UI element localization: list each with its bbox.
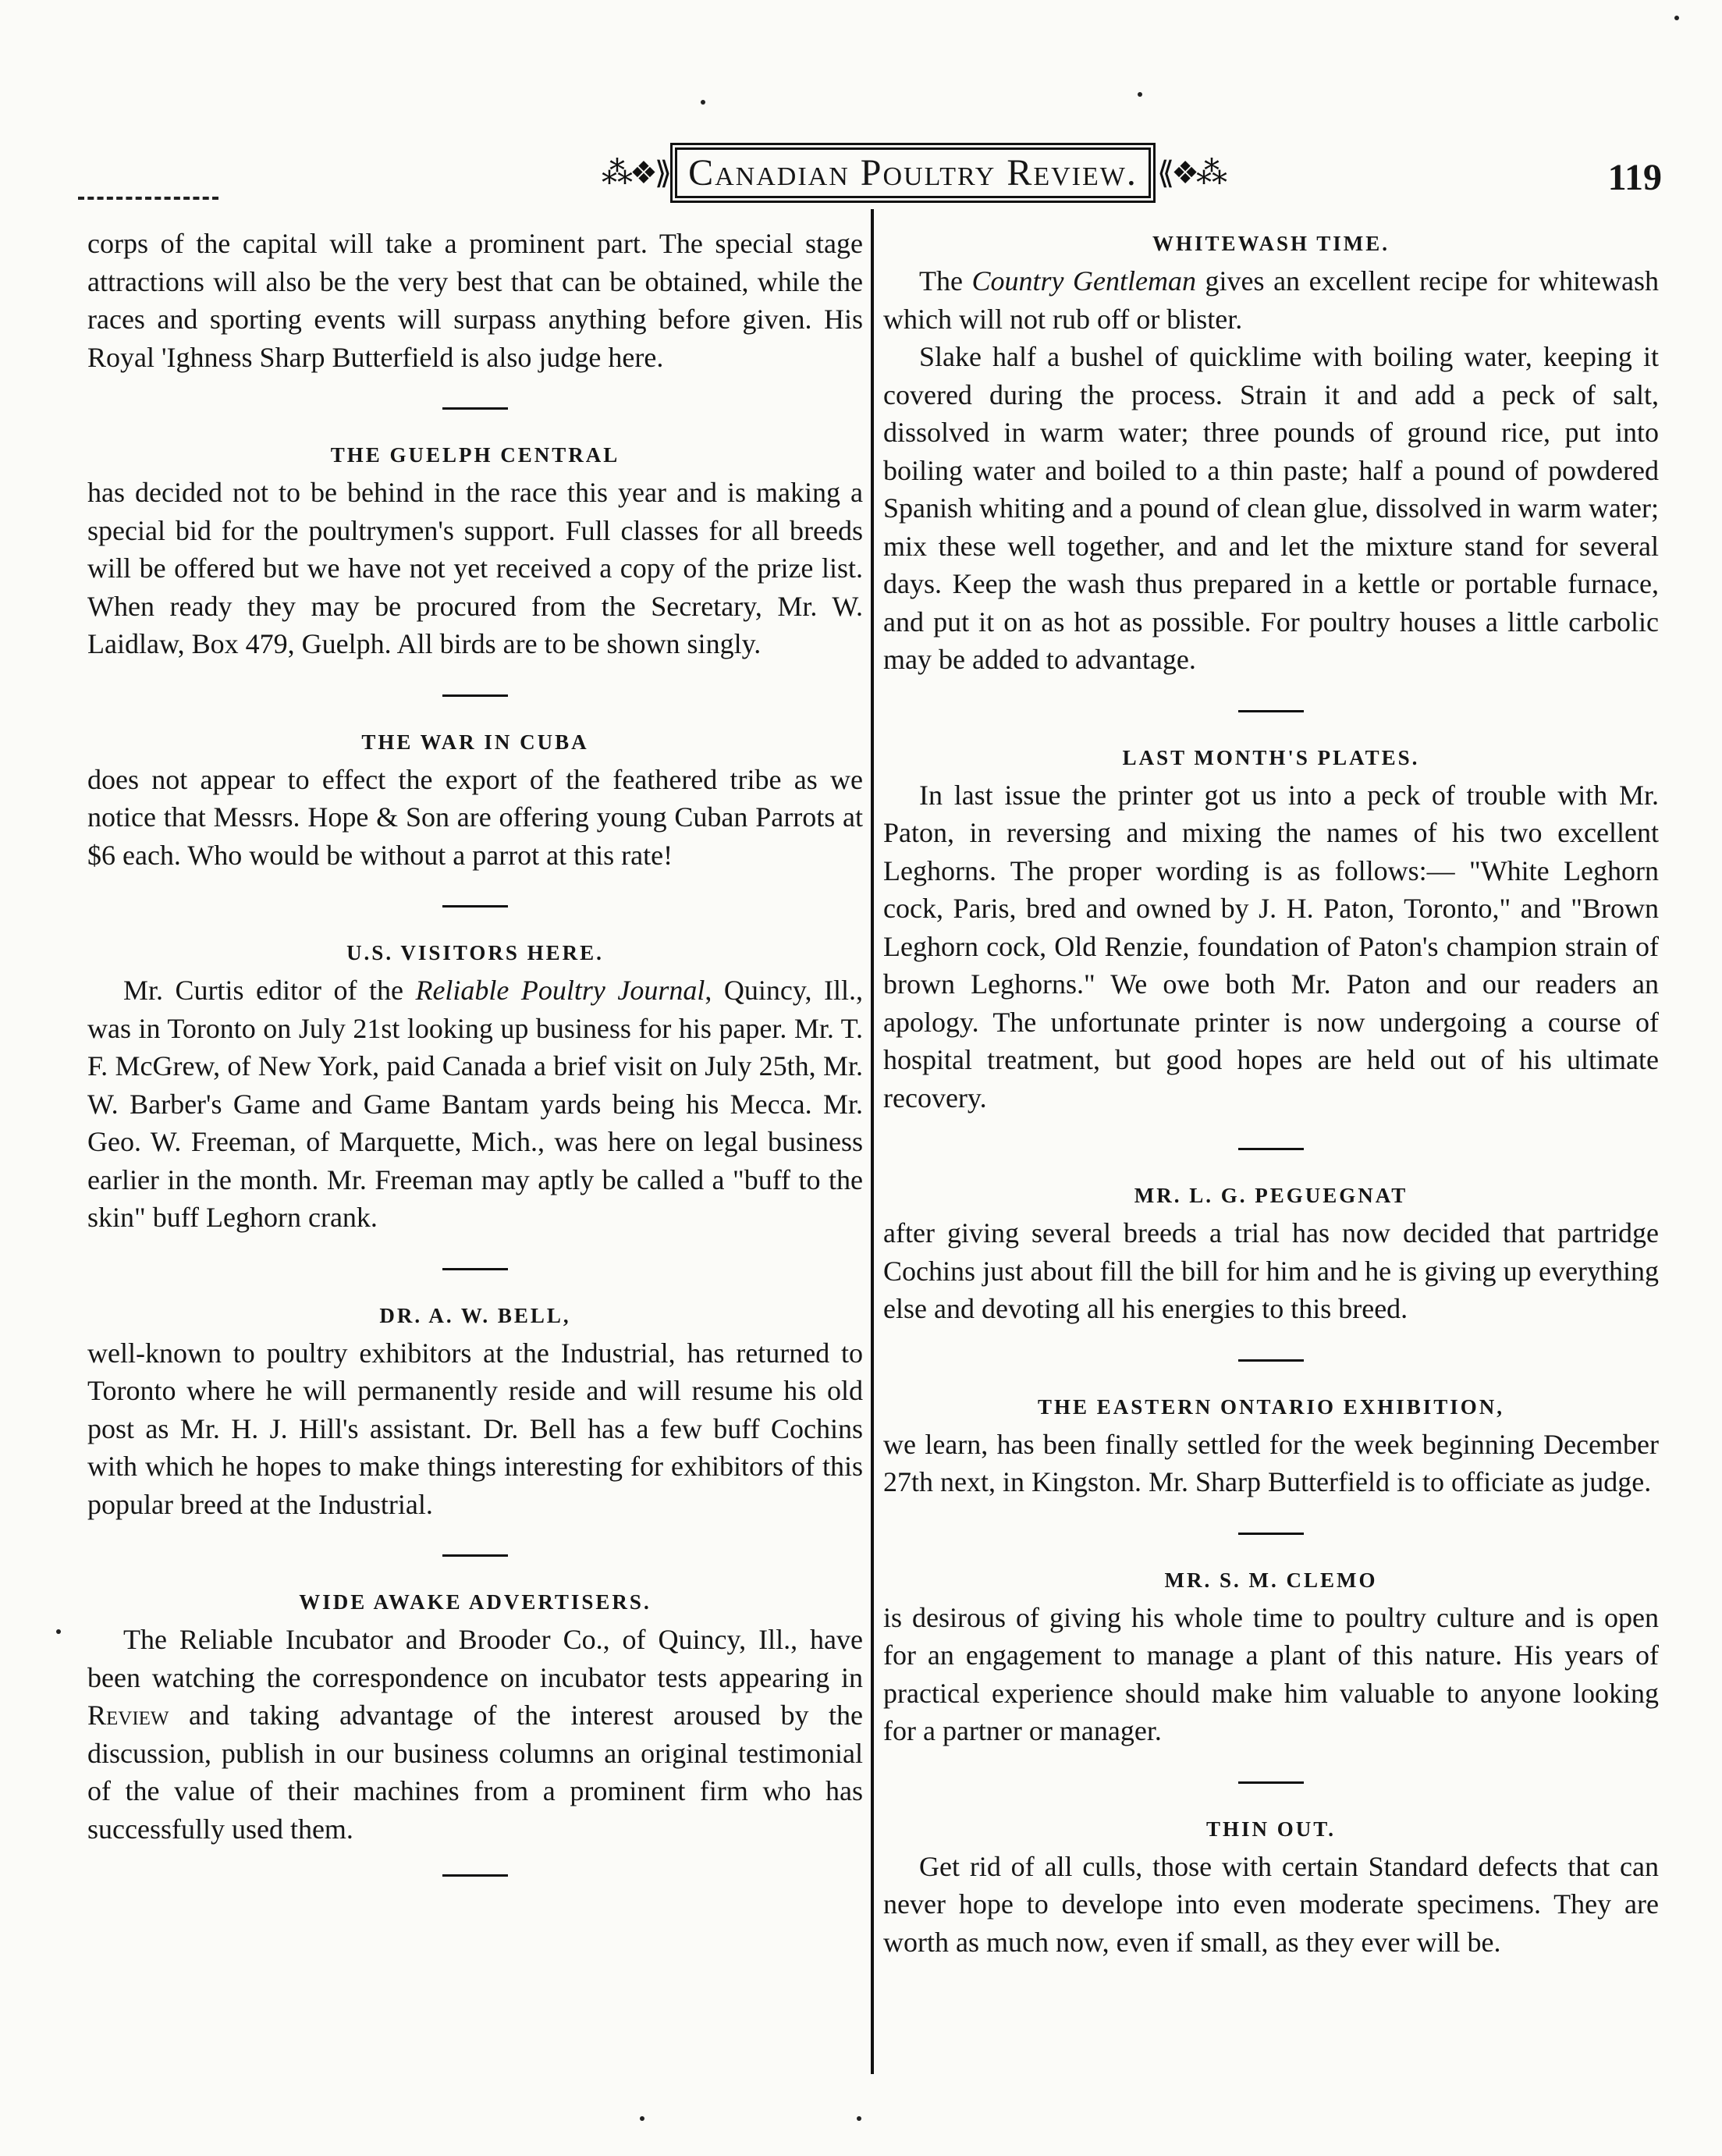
column-divider [871, 209, 874, 2074]
paragraph-plates: In last issue the printer got us into a peck of trouble with Mr. Paton, in reversing and mixing the names of his two excellent Leghorns. The proper wording is as follows:— "White Leghorn cock, Paris, bred and owned by J. H. Paton, Toronto," and "Brown Leghorn cock, Old Renzie, foundation of Paton's champion strain of brown Leghorns." We owe both Mr. Paton and our readers an apology. The unfortunate printer is now undergoing a course of hospital treatment, but good hopes are held out of his ultimate recovery. [883, 779, 1659, 1114]
paragraph-visitors [87, 971, 863, 1237]
masthead-title-banner [585, 145, 1241, 200]
paragraph-clemo: is desirous of giving his whole time to poultry culture and is open for an engagement to manage a plant of this nature. His years of practical experience should make him valuable to anyone looking for a partner or manager. [883, 1601, 1659, 1746]
paragraph-bell: well-known to poultry exhibitors at the Industrial, has returned to Toronto where he will permanently reside and will resume his old post as Mr. H. J. Hill's assistant. Dr. Bell has a few buff Cochins with which he hopes to make things interesting for exhibitors of this popular breed at the Industrial. [87, 1337, 863, 1520]
masthead-rule [78, 197, 218, 200]
ornament-right-icon: ⟪❖⁂ [1156, 155, 1224, 190]
scan-speck [701, 100, 705, 105]
masthead-title: Canadian Poultry Review. [675, 147, 1151, 198]
paragraph-cuba: does not appear to effect the export of the feathered tribe as we notice that Messrs. Hope & Son are offering young Cuban Parrots at $6 each. Who would be without a parrot at this rate! [87, 763, 863, 871]
section-divider [442, 694, 508, 697]
scan-speck [640, 2116, 644, 2121]
heading-bell: DR. A. W. BELL, [379, 1303, 571, 1327]
visitors-text-a: Mr. Curtis editor of the [123, 975, 416, 1006]
review-name: Review [87, 1700, 169, 1731]
left-column [87, 225, 863, 1897]
whitewash-text-a: The [919, 265, 972, 297]
section-divider [1238, 710, 1304, 712]
scan-speck [1138, 92, 1142, 97]
heading-clemo: MR. S. M. CLEMO [1164, 1568, 1378, 1592]
heading-guelph: THE GUELPH CENTRAL [330, 443, 620, 467]
paragraph-advertisers [87, 1621, 863, 1848]
heading-thin-out: THIN OUT. [1205, 1817, 1337, 1841]
whitewash-text-b: gives an excellent recipe for whitewash which will not rub off or blister. [883, 265, 1659, 335]
advertisers-text-a: The Reliable Incubator and Brooder Co., of Quincy, Ill., have been watching the correspondence on incubator tests appearing in [87, 1624, 863, 1693]
section-divider [442, 1554, 508, 1557]
paragraph-whitewash-recipe: Slake half a bushel of quicklime with boiling water, keeping it covered during the process. Strain it and add a peck of salt, dissolved in warm water; three pounds of ground rice, put into boiling water and boiled to a thin paste; half a pound of powdered Spanish whiting and a pound of clean glue, dissolved in warm water; mix these well together, and and let the mixture stand for several days. Keep the wash thus prepared in a kettle or portable furnace, and put it on as hot as possible. For poultry houses a little carbolic may be added to advantage. [883, 341, 1659, 675]
section-divider [442, 1874, 508, 1877]
scan-speck [56, 1629, 61, 1634]
section-divider [1238, 1148, 1304, 1150]
right-column [883, 225, 1659, 1961]
heading-cuba: THE WAR IN CUBA [361, 730, 589, 754]
visitors-text-b: , Quincy, Ill., was in Toronto on July 21st looking up business for his paper. Mr. T. F. McGrew, of New York, paid Canada a brief visit on July 25th, Mr. W. Barber's Game and Game Bantam yards being his Mecca. Mr. Geo. W. Freeman, of Marquette, Mich., was here on legal business earlier in the month. Mr. Freeman may aptly be called a "buff to the skin" buff Leghorn crank. [87, 975, 863, 1233]
journal-title: Reliable Poultry Journal [415, 975, 705, 1006]
section-divider [442, 1268, 508, 1270]
scan-speck [857, 2116, 861, 2121]
heading-advertisers: WIDE AWAKE ADVERTISERS. [299, 1590, 652, 1614]
section-divider [1238, 1781, 1304, 1784]
heading-visitors: U.S. VISITORS HERE. [346, 941, 604, 964]
section-divider [442, 407, 508, 410]
paragraph-peguegnat: after giving several breeds a trial has now decided that partridge Cochins just about fill the bill for him and he is giving up everything else and devoting all his energies to this breed. [883, 1217, 1659, 1324]
heading-peguegnat: MR. L. G. PEGUEGNAT [1134, 1184, 1408, 1207]
heading-whitewash: WHITEWASH TIME. [1152, 232, 1390, 255]
section-divider [1238, 1533, 1304, 1535]
paragraph-thin-out: Get rid of all culls, those with certain Standard defects that can never hope to develope into even moderate specimens. They are worth as much now, even if small, as they ever will be. [883, 1850, 1659, 1958]
paragraph-guelph: has decided not to be behind in the race this year and is making a special bid for the poultrymen's support. Full classes for all breeds will be offered but we have not yet received a copy of the prize list. When ready they may be procured from the Secretary, Mr. W. Laidlaw, Box 479, Guelph. All birds are to be shown singly. [87, 477, 863, 659]
section-divider [442, 905, 508, 908]
intro-paragraph: corps of the capital will take a prominent part. The special stage attractions will also be the very best that can be obtained, while the races and sporting events will surpass anything before given. His Royal 'Ighness Sharp Butterfield is also judge here. [87, 228, 863, 373]
country-gentleman-title: Country Gentleman [971, 265, 1197, 297]
masthead [78, 139, 1670, 209]
section-divider [1238, 1359, 1304, 1362]
heading-eastern: THE EASTERN ONTARIO EXHIBITION, [1037, 1394, 1505, 1419]
advertisers-text-b: and taking advantage of the interest aroused by the discussion, publish in our business columns an original testimonial of the value of their machines from a prominent firm who has successfully used them. [87, 1700, 863, 1845]
ornament-left-icon: ⁂❖⟫ [602, 155, 669, 190]
paragraph-eastern: we learn, has been finally settled for the week beginning December 27th next, in Kingston. Mr. Sharp Butterfield is to officiate as judge. [883, 1428, 1659, 1497]
heading-plates: LAST MONTH'S PLATES. [1122, 745, 1420, 769]
paragraph-whitewash-intro [883, 262, 1659, 338]
scan-speck [1674, 16, 1679, 20]
page-number: 119 [1607, 157, 1662, 198]
